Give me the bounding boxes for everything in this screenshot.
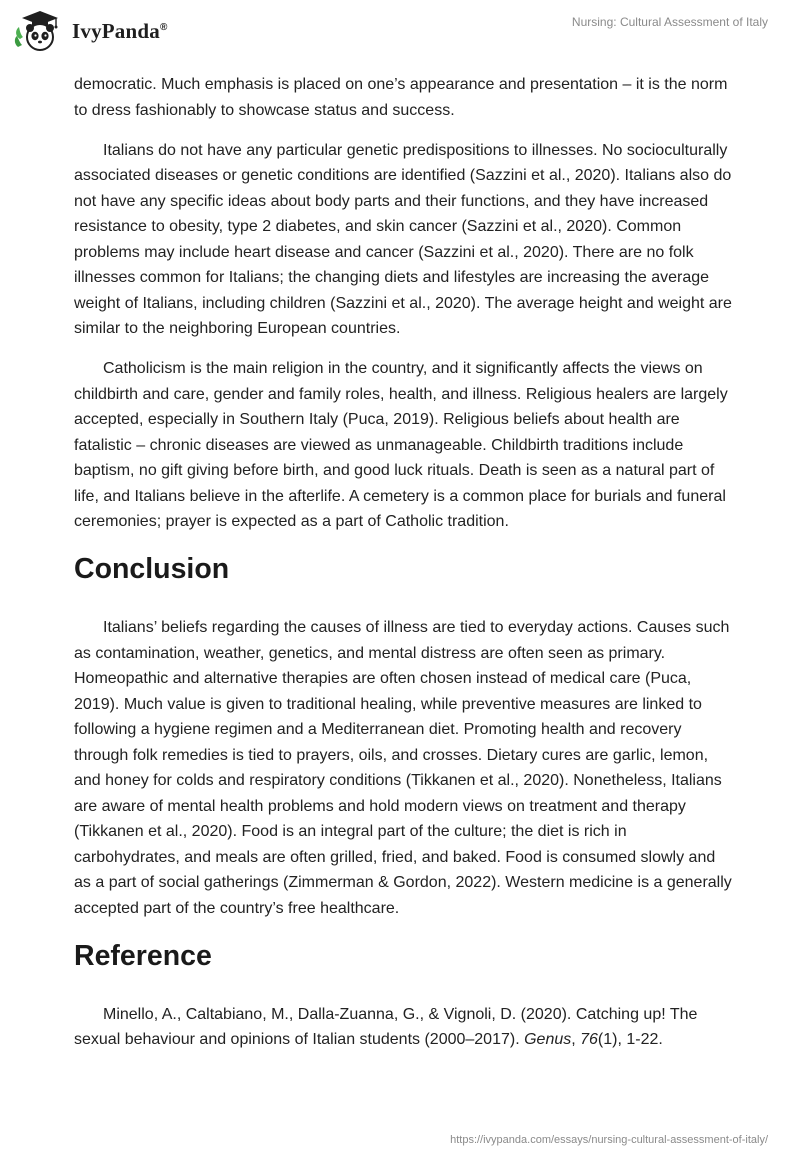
reference-journal: Genus: [524, 1031, 572, 1048]
essay-body: [74, 72, 732, 1067]
logo[interactable]: [14, 9, 168, 53]
heading-reference: Reference: [74, 939, 212, 972]
reference-entry: [74, 1002, 732, 1053]
paragraph-genetics: Italians do not have any particular genetic predispositions to illnesses. No socioculturally associated diseases or genetic conditions are identified (Sazzini et al., 2020). Italians also do not have any specific ideas about body parts and their functions, and they have increased resistance to obesity, type 2 diabetes, and skin cancer (Sazzini et al., 2020). Common problems may include heart disease and cancer (Sazzini et al., 2020). There are no folk illnesses common for Italians; the changing diets and lifestyles are increasing the average weight of Italians, including children (Sazzini et al., 2020). The average height and weight are similar to the neighboring European countries.: [74, 141, 732, 337]
reference-text: Minello, A., Caltabiano, M., Dalla-Zuanna, G., & Vignoli, D. (2020). Catching up! The sexual behaviour and opinions of Italian students (2000–2017).: [74, 1005, 698, 1048]
paragraph-religion: Catholicism is the main religion in the country, and it significantly affects the views on childbirth and care, gender and family roles, health, and illness. Religious healers are largely accepted, especially in Southern Italy (Puca, 2019). Religious beliefs about health are fatalistic – chronic diseases are viewed as unmanageable. Childbirth traditions include baptism, no gift giving before birth, and good luck rituals. Death is seen as a natural part of life, and Italians believe in the afterlife. A cemetery is a common place for burials and funeral ceremonies; prayer is expected as a part of Catholic tradition.: [74, 360, 728, 530]
paragraph-conclusion: Italians’ beliefs regarding the causes of illness are tied to everyday actions. Causes such as contamination, weather, genetics, and mental distress are often seen as primary. Homeopathic and alternative therapies are often chosen instead of medical care (Puca, 2019). Much value is given to traditional healing, while preventive measures are linked to following a hygiene regimen and a Mediterranean diet. Promoting health and recovery through folk remedies is tied to prayers, oils, and crosses. Dietary cures are garlic, lemon, and honey for colds and respiratory conditions (Tikkanen et al., 2020). Nonetheless, Italians are aware of mental health problems and hold modern views on treatment and therapy (Tikkanen et al., 2020). Food is an integral part of the culture; the diet is rich in carbohydrates, and meals are often grilled, fried, and baked. Food is consumed slowly and as a part of social gatherings (Zimmerman & Gordon, 2022). Western medicine is a generally accepted part of the country’s free healthcare.: [74, 619, 732, 917]
reference-separator: ,: [571, 1031, 581, 1048]
heading-conclusion: Conclusion: [74, 553, 230, 585]
registered-mark: ®: [159, 21, 168, 33]
logo-text: IvyPanda®: [72, 18, 168, 43]
panda-graduation-cap-icon: [14, 9, 66, 53]
reference-pages: (1), 1-22.: [597, 1031, 663, 1048]
reference-volume: 76: [580, 1031, 598, 1048]
document-title: Nursing: Cultural Assessment of Italy: [571, 15, 768, 29]
paragraph-continued: democratic. Much emphasis is placed on one’s appearance and presentation – it is the norm to dress fashionably to showcase status and success.: [74, 76, 728, 119]
footer-url[interactable]: https://ivypanda.com/essays/nursing-cultural-assessment-of-italy/: [450, 1134, 768, 1146]
